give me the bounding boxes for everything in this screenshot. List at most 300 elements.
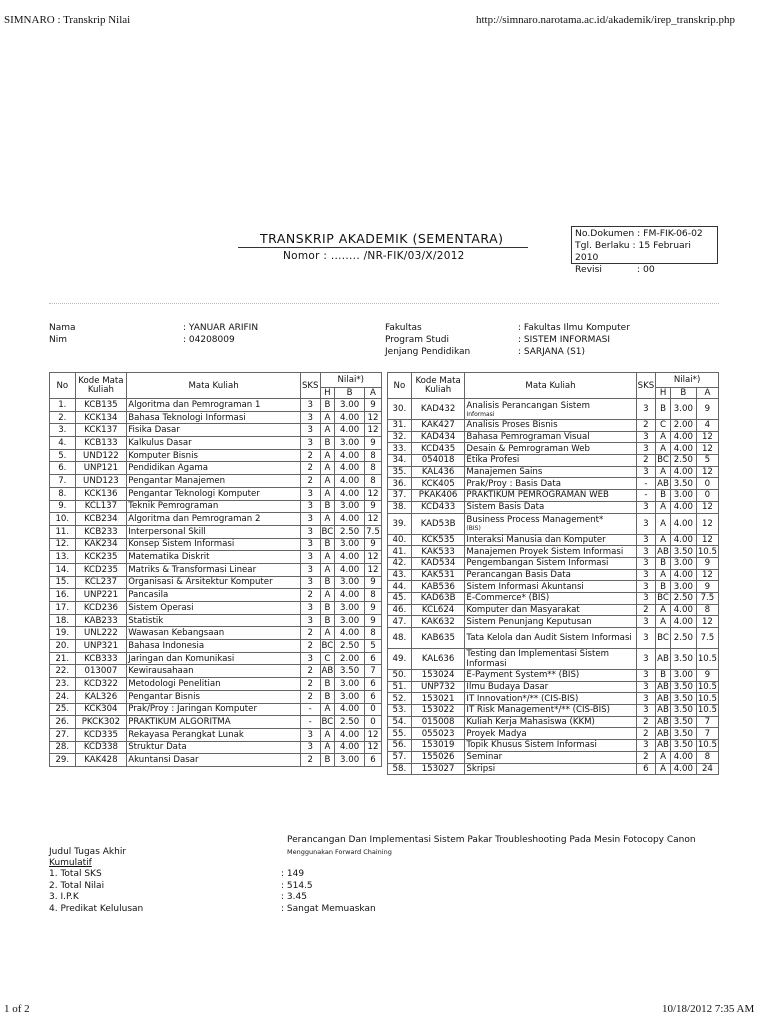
row-weight: 4.00 [670, 513, 696, 534]
document-number: Nomor : ........ /NR-FIK/03/X/2012 [283, 250, 465, 262]
row-grade: A [320, 703, 335, 716]
row-no: 31. [388, 420, 412, 432]
row-no: 32. [388, 431, 412, 443]
row-points: 8 [364, 589, 381, 602]
row-points: 6 [364, 754, 381, 767]
row-weight: 3.50 [670, 478, 696, 490]
row-no: 13. [50, 551, 76, 564]
row-weight: 4.00 [335, 551, 365, 564]
row-points: 9 [364, 399, 381, 412]
row-points: 9 [364, 614, 381, 627]
row-weight: 3.00 [335, 678, 365, 691]
row-code: KAK531 [411, 569, 465, 581]
row-sks: 3 [636, 546, 656, 558]
row-course [127, 411, 301, 424]
row-course [127, 640, 301, 653]
row-course [465, 478, 636, 490]
row-sks: 3 [636, 399, 656, 420]
course-name: PRAKTIKUM PEMROGRAMAN WEB [466, 490, 609, 501]
header-nilai: Nilai*) [320, 373, 382, 388]
course-name: Jaringan dan Komunikasi [128, 653, 235, 664]
row-course [127, 538, 301, 551]
cumulative-summary [49, 869, 376, 915]
table-row [50, 627, 382, 640]
row-points: 12 [696, 616, 718, 628]
row-code: KCD322 [75, 678, 127, 691]
row-sks: 2 [300, 627, 320, 640]
row-weight: 3.00 [335, 399, 365, 412]
row-no: 18. [50, 614, 76, 627]
row-sks: 3 [300, 437, 320, 450]
row-grade: A [656, 604, 671, 616]
row-code: KAB635 [411, 628, 465, 649]
row-weight: 3.00 [670, 670, 696, 682]
row-course [465, 546, 636, 558]
document-info-box [571, 226, 718, 275]
row-weight: 3.50 [670, 546, 696, 558]
row-grade: A [320, 513, 335, 526]
row-course [127, 728, 301, 741]
header-sks: SKS [636, 373, 656, 399]
course-name: Sistem Penunjang Keputusan [466, 616, 592, 627]
row-no: 58. [388, 763, 412, 775]
nama-label: Nama [49, 323, 76, 333]
row-weight: 4.00 [670, 569, 696, 581]
row-course [465, 705, 636, 717]
table-row [388, 490, 719, 502]
row-grade: A [320, 411, 335, 424]
row-code: KAL326 [75, 690, 127, 703]
row-points: 10.5 [697, 693, 717, 704]
row-no: 54. [388, 716, 412, 728]
row-no: 10. [50, 513, 76, 526]
row-course [127, 513, 301, 526]
row-points: 8 [696, 604, 718, 616]
course-name: Skripsi [466, 763, 496, 774]
row-sks: 3 [636, 693, 656, 705]
row-grade: AB [657, 546, 669, 557]
table-row [388, 649, 719, 670]
row-code: UNP321 [75, 640, 127, 653]
row-grade: B [656, 581, 671, 593]
row-sks: 2 [300, 665, 320, 678]
row-sks: - [300, 716, 320, 729]
row-grade: B [320, 678, 335, 691]
row-grade: A [320, 462, 335, 475]
row-points: 12 [696, 431, 718, 443]
row-course [465, 569, 636, 581]
row-code: KCK134 [75, 411, 127, 424]
table-row [50, 475, 382, 488]
row-points: 12 [364, 551, 381, 564]
table-row [388, 501, 719, 513]
row-sks: 3 [300, 728, 320, 741]
row-points: 12 [364, 424, 381, 437]
row-weight: 3.00 [670, 581, 696, 593]
row-course [465, 557, 636, 569]
row-course [465, 501, 636, 513]
row-points: 0 [364, 703, 381, 716]
row-weight: 4.00 [670, 616, 696, 628]
row-weight: 4.00 [670, 534, 696, 546]
course-name: Perancangan Basis Data [466, 569, 571, 580]
table-row [388, 693, 719, 705]
table-row [388, 716, 719, 728]
table-row [388, 728, 719, 740]
row-no: 5. [50, 449, 76, 462]
row-points: 10.5 [697, 740, 717, 751]
header-no: No [388, 373, 412, 399]
row-no: 53. [388, 705, 412, 717]
summary-row: 4. Predikat Kelulusan : Sangat Memuaskan [49, 903, 376, 914]
row-points: 12 [364, 741, 381, 754]
row-grade: B [320, 614, 335, 627]
row-sks: 3 [636, 534, 656, 546]
row-points: 9 [696, 557, 718, 569]
row-sks: 3 [636, 740, 656, 752]
row-no: 34. [388, 455, 412, 467]
row-sks: 3 [636, 431, 656, 443]
row-sks: 3 [636, 705, 656, 717]
course-name: Sistem Basis Data [466, 502, 545, 513]
row-no: 57. [388, 751, 412, 763]
row-grade: BC [656, 628, 671, 649]
table-row [388, 616, 719, 628]
table-row [50, 602, 382, 615]
row-code: KCD338 [75, 741, 127, 754]
row-weight: 3.00 [335, 538, 365, 551]
row-course [127, 424, 301, 437]
table-row [388, 670, 719, 682]
row-no: 3. [50, 424, 76, 437]
row-grade: AB [657, 728, 669, 739]
row-code: 054018 [411, 455, 465, 467]
table-row [388, 399, 719, 420]
course-name: Teknik Pemrograman [128, 501, 219, 512]
row-grade: AB [321, 666, 334, 677]
row-weight: 4.00 [670, 501, 696, 513]
table-row [50, 513, 382, 526]
row-no: 50. [388, 670, 412, 682]
row-no: 39. [388, 513, 412, 534]
table-row [388, 478, 719, 490]
row-weight: 3.50 [670, 740, 696, 752]
row-sks: 3 [300, 551, 320, 564]
table-row [388, 557, 719, 569]
course-name: Manajemen Proyek Sistem Informasi [466, 546, 624, 557]
row-sks: 3 [636, 443, 656, 455]
row-course [465, 466, 636, 478]
row-weight: 4.00 [670, 763, 696, 775]
course-name: E-Commerce* (BIS) [466, 593, 550, 604]
row-grade: A [656, 466, 671, 478]
row-weight: 4.00 [335, 411, 365, 424]
course-name: Kewirausahaan [128, 666, 194, 677]
row-course [127, 551, 301, 564]
transcript-title: TRANSKRIP AKADEMIK (SEMENTARA) [260, 231, 504, 246]
row-grade: AB [657, 717, 669, 728]
table-row [50, 754, 382, 767]
row-weight: 2.50 [335, 716, 365, 729]
row-weight: 4.00 [335, 728, 365, 741]
summary-row: 3. I.P.K : 3.45 [49, 892, 307, 902]
row-grade: AB [657, 478, 669, 489]
row-points: 8 [364, 475, 381, 488]
table-row [50, 462, 382, 475]
table-row [50, 678, 382, 691]
row-points: 12 [696, 466, 718, 478]
row-no: 38. [388, 501, 412, 513]
row-weight: 3.50 [670, 716, 696, 728]
course-name: PRAKTIKUM ALGORITMA [128, 717, 231, 728]
row-code: KCK235 [75, 551, 127, 564]
row-course [465, 455, 636, 467]
course-name: Akuntansi Dasar [128, 755, 199, 766]
row-grade: B [320, 500, 335, 513]
table-row [50, 589, 382, 602]
row-code: KCB233 [75, 525, 127, 538]
row-no: 6. [50, 462, 76, 475]
row-weight: 3.00 [335, 437, 365, 450]
row-points: 8 [364, 627, 381, 640]
course-note: Informasi [466, 410, 495, 418]
row-weight: 3.00 [335, 754, 365, 767]
row-points: 12 [696, 569, 718, 581]
table-row [50, 576, 382, 589]
course-name: Manajemen Sains [466, 467, 543, 478]
row-course [127, 449, 301, 462]
row-code: 155026 [411, 751, 465, 763]
row-no: 55. [388, 728, 412, 740]
nim-label: Nim [49, 335, 67, 345]
row-weight: 3.00 [670, 490, 696, 502]
row-points: 7 [696, 716, 718, 728]
row-sks: 2 [636, 455, 656, 467]
thesis-title: Perancangan Dan Implementasi Sistem Pakar Troubleshooting Pada Mesin Fotocopy Canon [287, 835, 696, 845]
table-row [50, 614, 382, 627]
page-url: http://simnaro.narotama.ac.id/akademik/irep_transkrip.php [476, 14, 736, 26]
row-no: 30. [388, 399, 412, 420]
row-grade: A [656, 534, 671, 546]
row-course [127, 652, 301, 665]
course-name: Testing dan Implementasi Sistem Informasi [466, 649, 609, 669]
table-row [50, 449, 382, 462]
row-points: 7 [364, 665, 381, 678]
row-weight: 3.50 [335, 665, 365, 678]
course-name: Komputer dan Masyarakat [466, 604, 580, 615]
table-row [388, 443, 719, 455]
table-row [50, 538, 382, 551]
row-code: KCB133 [75, 437, 127, 450]
row-points: 8 [364, 462, 381, 475]
row-grade: A [320, 627, 335, 640]
row-no: 27. [50, 728, 76, 741]
row-points: 6 [364, 690, 381, 703]
row-code: 153024 [411, 670, 465, 682]
row-points: 10.5 [697, 705, 717, 716]
table-row [388, 763, 719, 775]
row-code: KAD434 [411, 431, 465, 443]
row-sks: 2 [300, 475, 320, 488]
row-sks: 3 [300, 399, 320, 412]
course-name: Pengantar Manajemen [128, 475, 226, 486]
row-grade: A [320, 728, 335, 741]
table-row [50, 741, 382, 754]
row-grade: A [320, 563, 335, 576]
row-sks: 2 [300, 678, 320, 691]
row-points: 7.5 [696, 628, 718, 649]
row-sks: 3 [636, 616, 656, 628]
row-sks: 3 [300, 563, 320, 576]
page-title: SIMNARO : Transkrip Nilai [4, 14, 131, 26]
row-points: 7.5 [366, 526, 380, 537]
table-row [50, 652, 382, 665]
row-grade: A [320, 475, 335, 488]
row-points: 0 [696, 490, 718, 502]
row-weight: 4.00 [335, 424, 365, 437]
row-points: 12 [364, 513, 381, 526]
row-no: 14. [50, 563, 76, 576]
row-weight: 4.00 [335, 475, 365, 488]
grades-table-left [49, 372, 382, 767]
table-row [388, 592, 719, 604]
row-points: 12 [364, 563, 381, 576]
row-sks: 2 [300, 690, 320, 703]
row-course [127, 487, 301, 500]
course-name: Pengantar Bisnis [128, 691, 200, 702]
row-code: 013007 [75, 665, 127, 678]
row-no: 17. [50, 602, 76, 615]
header-kode: Kode Mata Kuliah [411, 373, 465, 399]
row-sks: 3 [636, 501, 656, 513]
row-course [465, 581, 636, 593]
row-weight: 4.00 [335, 627, 365, 640]
row-points: 7.5 [696, 592, 718, 604]
row-code: 015008 [411, 716, 465, 728]
row-code: PKAK406 [411, 490, 465, 502]
row-no: 21. [50, 652, 76, 665]
row-code: KCK405 [411, 478, 465, 490]
row-sks: 2 [300, 754, 320, 767]
table-row [50, 525, 382, 538]
row-no: 40. [388, 534, 412, 546]
row-code: KAD53B [411, 513, 465, 534]
row-points: 9 [364, 538, 381, 551]
table-row [50, 500, 382, 513]
course-name: Analisis Perancangan Sistem [466, 400, 590, 411]
row-code: KCK304 [75, 703, 127, 716]
row-sks: 3 [636, 513, 656, 534]
course-name: Ilmu Budaya Dasar [466, 682, 549, 693]
row-no: 41. [388, 546, 412, 558]
table-row [388, 751, 719, 763]
separator [49, 303, 719, 304]
summary-row: 1. Total SKS : 149 [49, 869, 305, 879]
table-row [50, 399, 382, 412]
row-sks: 3 [636, 649, 656, 670]
row-grade: B [320, 399, 335, 412]
row-course [465, 443, 636, 455]
row-no: 24. [50, 690, 76, 703]
row-code: KCD433 [411, 501, 465, 513]
course-name: Etika Profesi [466, 455, 520, 466]
jenjang-label: Jenjang Pendidikan [385, 347, 471, 357]
row-grade: BC [321, 526, 334, 537]
row-course [465, 716, 636, 728]
row-course [127, 716, 301, 729]
course-name: Struktur Data [128, 742, 187, 753]
row-no: 51. [388, 681, 412, 693]
header-mata-kuliah: Mata Kuliah [127, 373, 301, 399]
row-weight: 2.50 [335, 525, 365, 538]
row-sks: 3 [300, 614, 320, 627]
row-points: 6 [364, 678, 381, 691]
row-course [127, 525, 301, 538]
row-course [465, 399, 636, 420]
row-grade: A [320, 424, 335, 437]
row-no: 49. [388, 649, 412, 670]
row-weight: 4.00 [670, 604, 696, 616]
print-datetime: 10/18/2012 7:35 AM [662, 1003, 755, 1015]
table-row [388, 466, 719, 478]
row-sks: 3 [300, 424, 320, 437]
row-course [465, 751, 636, 763]
course-name: Kalkulus Dasar [128, 437, 192, 448]
row-points: 9 [364, 602, 381, 615]
row-no: 20. [50, 640, 76, 653]
course-name: Bahasa Indonesia [128, 640, 205, 651]
row-sks: 2 [300, 589, 320, 602]
row-weight: 4.00 [335, 703, 365, 716]
course-name: Analisis Proses Bisnis [466, 420, 558, 431]
table-row [388, 604, 719, 616]
header-sks: SKS [300, 373, 320, 399]
table-row [388, 431, 719, 443]
course-name: Interaksi Manusia dan Komputer [466, 534, 606, 545]
header-a: A [364, 388, 381, 399]
row-course [127, 399, 301, 412]
row-code: KCD335 [75, 728, 127, 741]
row-grade: B [656, 670, 671, 682]
table-row [388, 705, 719, 717]
row-grade: AB [657, 740, 669, 751]
table-row [50, 640, 382, 653]
row-weight: 2.00 [335, 652, 365, 665]
row-points: 5 [696, 455, 718, 467]
row-points: 0 [364, 716, 381, 729]
header-h: H [320, 388, 335, 399]
course-name: Proyek Madya [466, 728, 527, 739]
row-sks: 2 [300, 462, 320, 475]
row-no: 12. [50, 538, 76, 551]
course-name: Rekayasa Perangkat Lunak [128, 729, 244, 740]
course-name: Topik Khusus Sistem Informasi [466, 740, 597, 751]
table-row [388, 581, 719, 593]
row-course [127, 614, 301, 627]
row-grade: AB [657, 705, 669, 716]
row-code: KCB135 [75, 399, 127, 412]
table-row [50, 551, 382, 564]
row-no: 42. [388, 557, 412, 569]
nama-value: : YANUAR ARIFIN [183, 323, 259, 333]
header-nilai: Nilai*) [656, 373, 719, 388]
row-grade: A [320, 589, 335, 602]
header-b: B [670, 388, 696, 399]
course-name: Interpersonal Skill [128, 526, 206, 537]
row-course [465, 681, 636, 693]
row-points: 10.5 [697, 546, 717, 557]
row-course [127, 462, 301, 475]
